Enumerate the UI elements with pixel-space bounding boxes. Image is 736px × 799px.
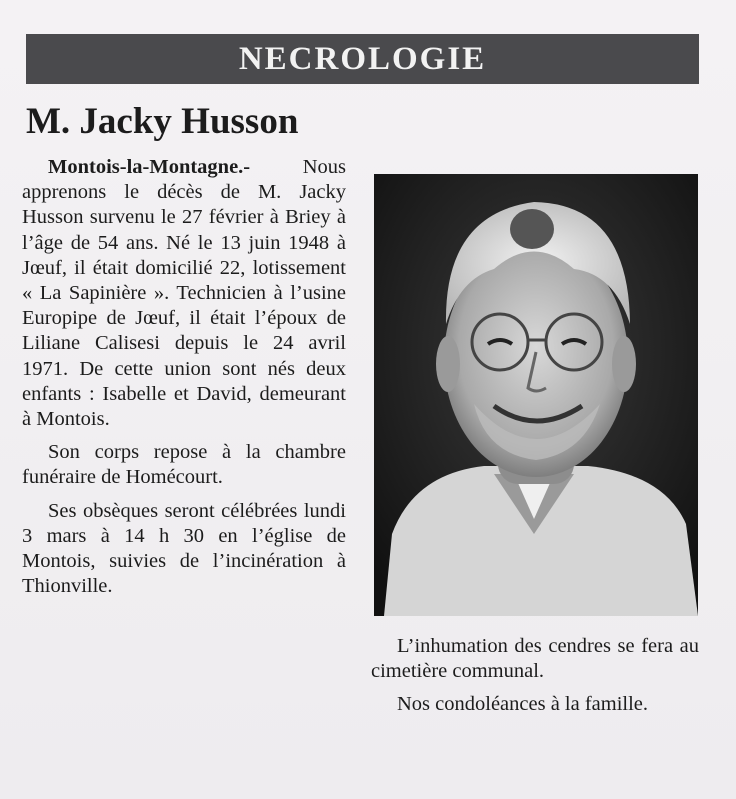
article-column-right [371,634,699,718]
section-title: NECROLOGIE [238,40,487,77]
portrait-illustration [374,174,698,616]
paragraph-funeral-service: Ses obsèques seront célébrées lundi 3 mars à 14 h 30 en l’église de Montois, suivies de l’incinération à Thionville. [22,499,346,598]
article-column-left [22,155,346,599]
paragraph-funeral-home: Son corps repose à la chambre funéraire de Homécourt. [22,441,346,489]
paragraph-announcement [22,155,346,432]
obituary-headline: M. Jacky Husson [26,101,299,142]
paragraph-burial: L’inhumation des cendres se fera au cimetière communal. [371,635,699,683]
paragraph-condolences: Nos condoléances à la famille. [397,693,649,716]
dateline: Montois-la-Montagne.- [48,156,251,178]
paragraph-text: Nous apprenons le décès de M. Jacky Husson survenu le 27 février à Briey à l’âge de 54 ans. Né le 13 juin 1948 à Jœuf, il était domicilié 22, lotissement « La Sapinière ». Technicien à l’usine Europipe de Jœuf, il était l’époux de Liliane Calisesi depuis le 24 avril 1971. De cette union sont nés deux enfants : Isabelle et David, demeurant à Montois. [22,156,346,431]
section-banner [26,34,699,84]
portrait-photo [374,174,698,616]
